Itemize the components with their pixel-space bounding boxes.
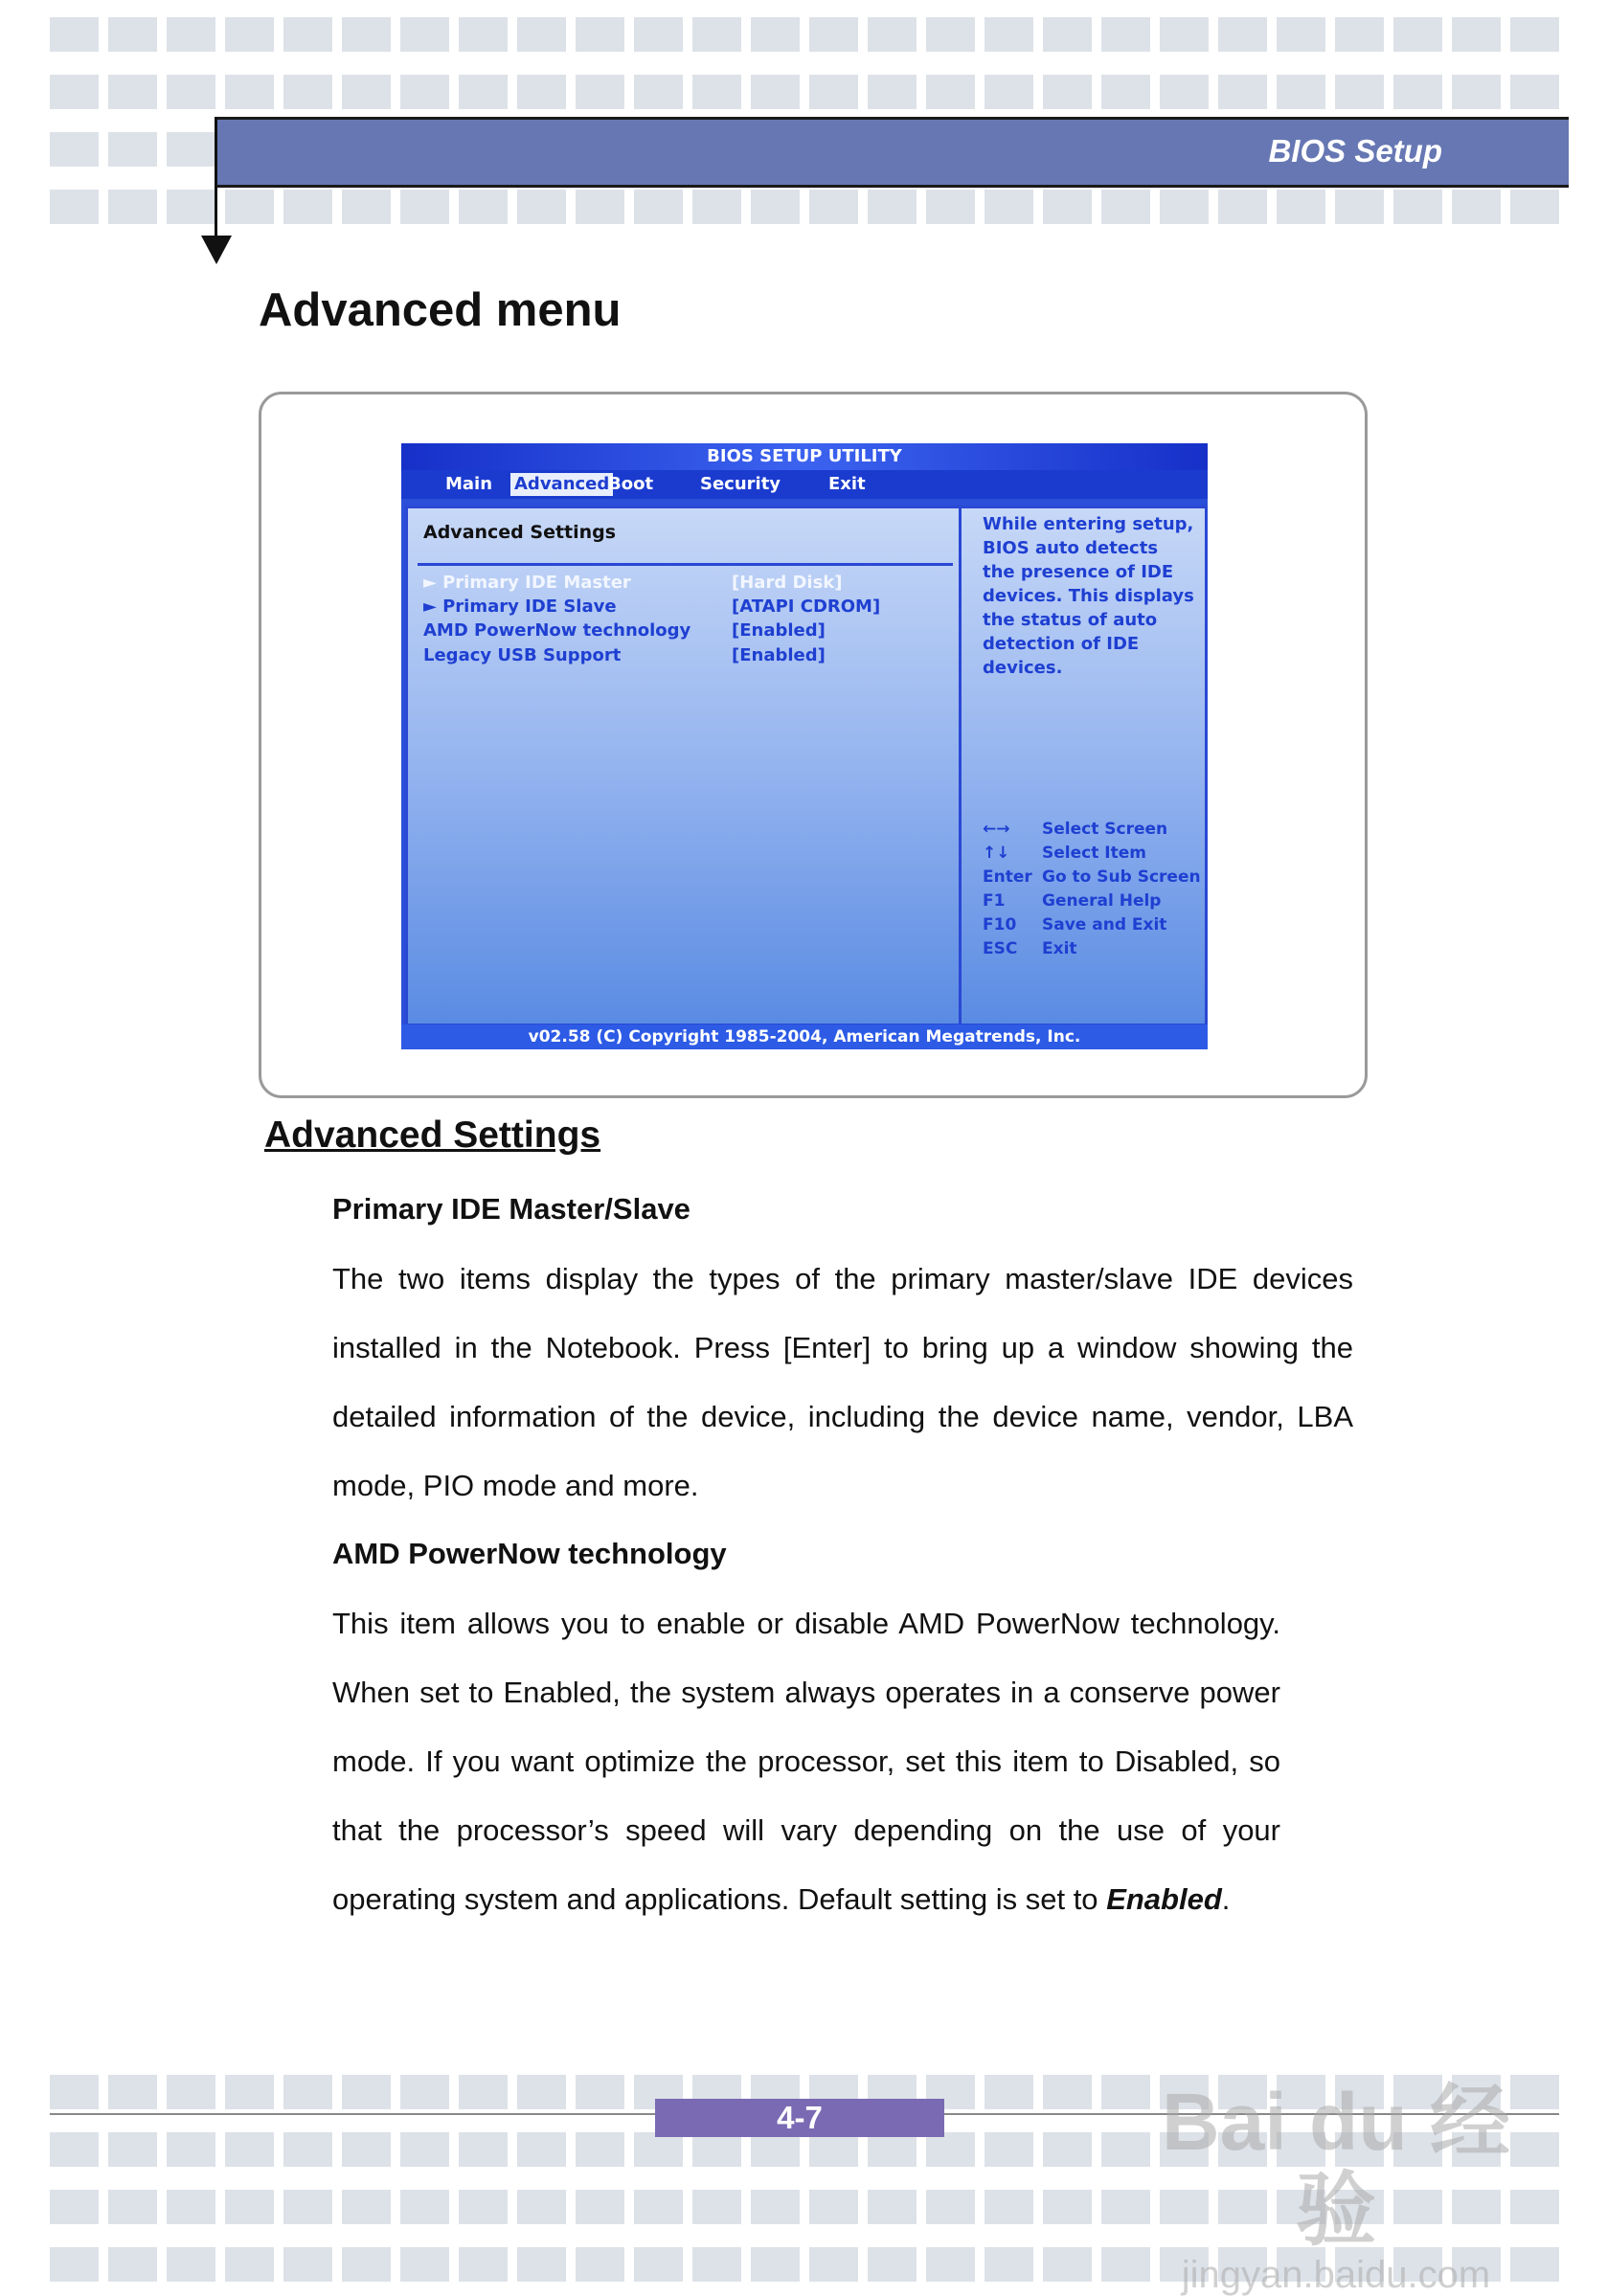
tile: [283, 75, 332, 109]
tile: [1160, 190, 1209, 224]
bios-item-primary-ide-master[interactable]: [423, 573, 950, 597]
tile: [459, 190, 508, 224]
baidu-watermark: [1144, 2078, 1528, 2296]
bios-item-label: ► Primary IDE Master: [423, 573, 631, 593]
tile: [167, 2132, 215, 2167]
tile: [50, 2075, 99, 2109]
tile: [1160, 75, 1209, 109]
tile: [985, 2075, 1033, 2109]
tile: [1101, 17, 1150, 52]
bios-item-value: [Enabled]: [732, 620, 826, 641]
tile: [809, 2190, 858, 2224]
tile: [1277, 75, 1325, 109]
tile: [576, 2132, 624, 2167]
tile: [283, 2075, 332, 2109]
bios-key: Enter: [983, 867, 1032, 887]
tile: [225, 2075, 274, 2109]
tile: [108, 75, 157, 109]
paragraph-amd-powernow: [332, 1589, 1280, 1934]
tile: [1393, 75, 1442, 109]
default-value-emphasis: Enabled: [1106, 1882, 1222, 1916]
tile: [283, 17, 332, 52]
tile: [1043, 2247, 1092, 2282]
header-title: BIOS Setup: [1268, 133, 1442, 169]
tile: [50, 2247, 99, 2282]
tile: [634, 2247, 683, 2282]
tile: [576, 75, 624, 109]
tile: [283, 190, 332, 224]
tile: [1335, 17, 1384, 52]
tile: [1452, 190, 1501, 224]
tile: [342, 190, 391, 224]
tile: [108, 190, 157, 224]
bios-key: F1: [983, 891, 1006, 911]
section-heading: Advanced Settings: [264, 1114, 601, 1156]
tile: [517, 17, 566, 52]
bios-item-primary-ide-slave[interactable]: [423, 597, 950, 620]
subheading-amd-powernow: AMD PowerNow technology: [332, 1537, 727, 1570]
bios-key: F10: [983, 915, 1017, 934]
tile: [108, 2132, 157, 2167]
header-connector-line: [215, 117, 217, 241]
tile: [809, 2132, 858, 2167]
bios-help-text: While entering setup, BIOS auto detects the presence of IDE devices. This displays the status of auto detection of IDE devices.: [983, 514, 1194, 678]
tile: [283, 2247, 332, 2282]
tile: [634, 75, 683, 109]
bios-item-label: Legacy USB Support: [423, 645, 622, 665]
tile: [868, 2190, 917, 2224]
tile: [1043, 75, 1092, 109]
tile: [459, 2132, 508, 2167]
tile: [517, 190, 566, 224]
tile: [692, 2190, 741, 2224]
page-title: Advanced menu: [259, 284, 622, 336]
bios-footer: v02.58 (C) Copyright 1985-2004, American Megatrends, Inc.: [401, 1024, 1208, 1049]
tile: [517, 75, 566, 109]
tile: [459, 75, 508, 109]
watermark-logo-text: Bai du 经验: [1161, 2077, 1510, 2255]
tile: [1393, 190, 1442, 224]
tile: [1218, 190, 1267, 224]
tile: [985, 2132, 1033, 2167]
bios-key: ESC: [983, 939, 1018, 958]
tile: [283, 2190, 332, 2224]
tile: [926, 2247, 975, 2282]
bios-section-title: Advanced Settings: [423, 522, 617, 543]
tile: [1101, 75, 1150, 109]
tile: [1277, 17, 1325, 52]
paragraph-end: .: [1221, 1882, 1231, 1916]
tile: [634, 2190, 683, 2224]
tile: [342, 75, 391, 109]
tile: [400, 190, 449, 224]
bios-menu-boot[interactable]: Boot: [608, 474, 654, 494]
tile: [50, 132, 99, 167]
bios-menubar: [401, 470, 1208, 499]
tile: [167, 132, 215, 167]
tile: [634, 17, 683, 52]
tile: [342, 2132, 391, 2167]
header-bar: [215, 117, 1569, 188]
bios-settings-panel: [405, 506, 962, 1026]
down-arrow-icon: [201, 236, 232, 264]
tile: [1043, 2075, 1092, 2109]
tile: [342, 2247, 391, 2282]
tile: [985, 190, 1033, 224]
tile: [50, 2132, 99, 2167]
bios-divider: [418, 563, 953, 566]
tile: [400, 2190, 449, 2224]
paragraph-text: [332, 1589, 1280, 1934]
left-right-arrows-icon: ←→: [983, 820, 1010, 839]
bios-key-desc: Save and Exit: [1042, 915, 1167, 934]
tile: [809, 17, 858, 52]
subheading-primary-ide: Primary IDE Master/Slave: [332, 1192, 690, 1226]
tile: [167, 2190, 215, 2224]
bios-key-desc: Exit: [1042, 939, 1077, 958]
bios-key-desc: General Help: [1042, 891, 1162, 911]
tile: [926, 17, 975, 52]
tile: [225, 190, 274, 224]
tile: [985, 2247, 1033, 2282]
tile: [1043, 2132, 1092, 2167]
tile: [1101, 2247, 1150, 2282]
tile: [1218, 17, 1267, 52]
up-down-arrows-icon: ↑↓: [983, 844, 1010, 863]
tile: [868, 17, 917, 52]
tile: [342, 2075, 391, 2109]
tile: [1393, 17, 1442, 52]
tile: [926, 2132, 975, 2167]
tile: [225, 17, 274, 52]
tile: [1101, 2132, 1150, 2167]
tile: [342, 2190, 391, 2224]
bios-key-row: [983, 820, 1203, 844]
tile: [225, 75, 274, 109]
watermark-url: jingyan.baidu.com: [1181, 2254, 1491, 2296]
tile: [225, 2132, 274, 2167]
bios-key-row: [983, 891, 1203, 915]
tile: [1510, 190, 1559, 224]
tile: [1335, 190, 1384, 224]
tile: [868, 2132, 917, 2167]
bios-key-legend: [983, 820, 1203, 963]
bios-item-label: AMD PowerNow technology: [423, 620, 691, 641]
tile: [459, 2190, 508, 2224]
tile: [50, 75, 99, 109]
bios-screenshot: [401, 443, 1208, 1049]
tile: [225, 2190, 274, 2224]
tile: [751, 17, 800, 52]
tile: [342, 17, 391, 52]
page-number: 4-7: [655, 2099, 944, 2137]
tile: [985, 75, 1033, 109]
bios-key-row: [983, 939, 1203, 963]
tile: [167, 2075, 215, 2109]
bios-item-amd-powernow[interactable]: [423, 620, 950, 644]
tile: [692, 17, 741, 52]
tile: [809, 2247, 858, 2282]
tile: [576, 17, 624, 52]
tile: [576, 2190, 624, 2224]
tile: [868, 2247, 917, 2282]
tile: [517, 2075, 566, 2109]
tile: [1452, 17, 1501, 52]
tile: [459, 2075, 508, 2109]
tile: [926, 2190, 975, 2224]
tile: [1510, 17, 1559, 52]
paragraph-text: The two items display the types of the primary master/slave IDE devices installed in the Notebook. Press [Enter] to bring up a window showing the detailed information of the device, including the device name, vendor, LBA mode, PIO mode and more.: [332, 1262, 1353, 1502]
tile: [1043, 2190, 1092, 2224]
tile: [1335, 75, 1384, 109]
tile: [1101, 2075, 1150, 2109]
tile: [167, 75, 215, 109]
tile: [400, 2247, 449, 2282]
tile: [50, 2190, 99, 2224]
tile: [108, 2190, 157, 2224]
tile: [167, 17, 215, 52]
tile: [1043, 17, 1092, 52]
tile: [517, 2190, 566, 2224]
tile: [868, 190, 917, 224]
tile: [1218, 75, 1267, 109]
tile: [517, 2132, 566, 2167]
tile: [50, 190, 99, 224]
bios-key-row: [983, 844, 1203, 867]
bios-item-value: [ATAPI CDROM]: [732, 597, 881, 617]
tile: [926, 75, 975, 109]
paragraph-body: This item allows you to enable or disable AMD PowerNow technology. When set to Enabled, the system always operates in a conserve power mode. If you want optimize the processor, set this item to Disabled, so that the processor’s speed will vary depending on the use of your operating system and applications. Default setting is set to: [332, 1607, 1280, 1916]
tile: [400, 2132, 449, 2167]
tile: [576, 2247, 624, 2282]
bios-key-desc: Select Item: [1042, 844, 1146, 863]
bios-key-desc: Select Screen: [1042, 820, 1168, 839]
tile: [517, 2247, 566, 2282]
tile: [108, 2247, 157, 2282]
tile: [459, 17, 508, 52]
bios-menu-exit[interactable]: Exit: [828, 474, 866, 494]
tile: [108, 17, 157, 52]
tile: [1452, 75, 1501, 109]
tile: [225, 2247, 274, 2282]
bios-key-desc: Go to Sub Screen: [1042, 867, 1201, 887]
tile: [108, 2075, 157, 2109]
tile: [400, 75, 449, 109]
bios-item-value: [Enabled]: [732, 645, 826, 665]
bios-key-row: [983, 915, 1203, 939]
bios-help-panel: [959, 506, 1208, 1026]
bios-title: BIOS SETUP UTILITY: [401, 443, 1208, 470]
tile: [751, 2132, 800, 2167]
tile: [634, 190, 683, 224]
bios-menu-main[interactable]: Main: [445, 474, 493, 494]
tile: [809, 190, 858, 224]
tile: [634, 2132, 683, 2167]
tile: [459, 2247, 508, 2282]
tile: [1277, 190, 1325, 224]
tile: [751, 2247, 800, 2282]
tile: [926, 190, 975, 224]
tile: [576, 190, 624, 224]
tile: [1101, 2190, 1150, 2224]
bios-item-legacy-usb[interactable]: [423, 645, 950, 669]
tile: [985, 17, 1033, 52]
tile: [985, 2190, 1033, 2224]
tile: [1101, 190, 1150, 224]
bios-menu-advanced[interactable]: Advanced: [510, 473, 613, 496]
bios-key-row: [983, 867, 1203, 891]
tile: [400, 2075, 449, 2109]
tile: [868, 75, 917, 109]
paragraph-primary-ide: [332, 1245, 1353, 1520]
bios-item-label: ► Primary IDE Slave: [423, 597, 617, 617]
bios-item-value: [Hard Disk]: [732, 573, 843, 593]
tile: [167, 190, 215, 224]
tile: [1160, 17, 1209, 52]
tile: [692, 2132, 741, 2167]
tile: [576, 2075, 624, 2109]
tile: [751, 190, 800, 224]
tile: [751, 2190, 800, 2224]
tile: [751, 75, 800, 109]
tile: [692, 75, 741, 109]
tile: [283, 2132, 332, 2167]
tile: [1510, 75, 1559, 109]
tile: [1043, 190, 1092, 224]
tile: [809, 75, 858, 109]
tile: [167, 2247, 215, 2282]
tile: [400, 17, 449, 52]
tile: [50, 17, 99, 52]
bios-menu-security[interactable]: Security: [700, 474, 781, 494]
tile: [692, 190, 741, 224]
tile: [692, 2247, 741, 2282]
tile: [108, 132, 157, 167]
